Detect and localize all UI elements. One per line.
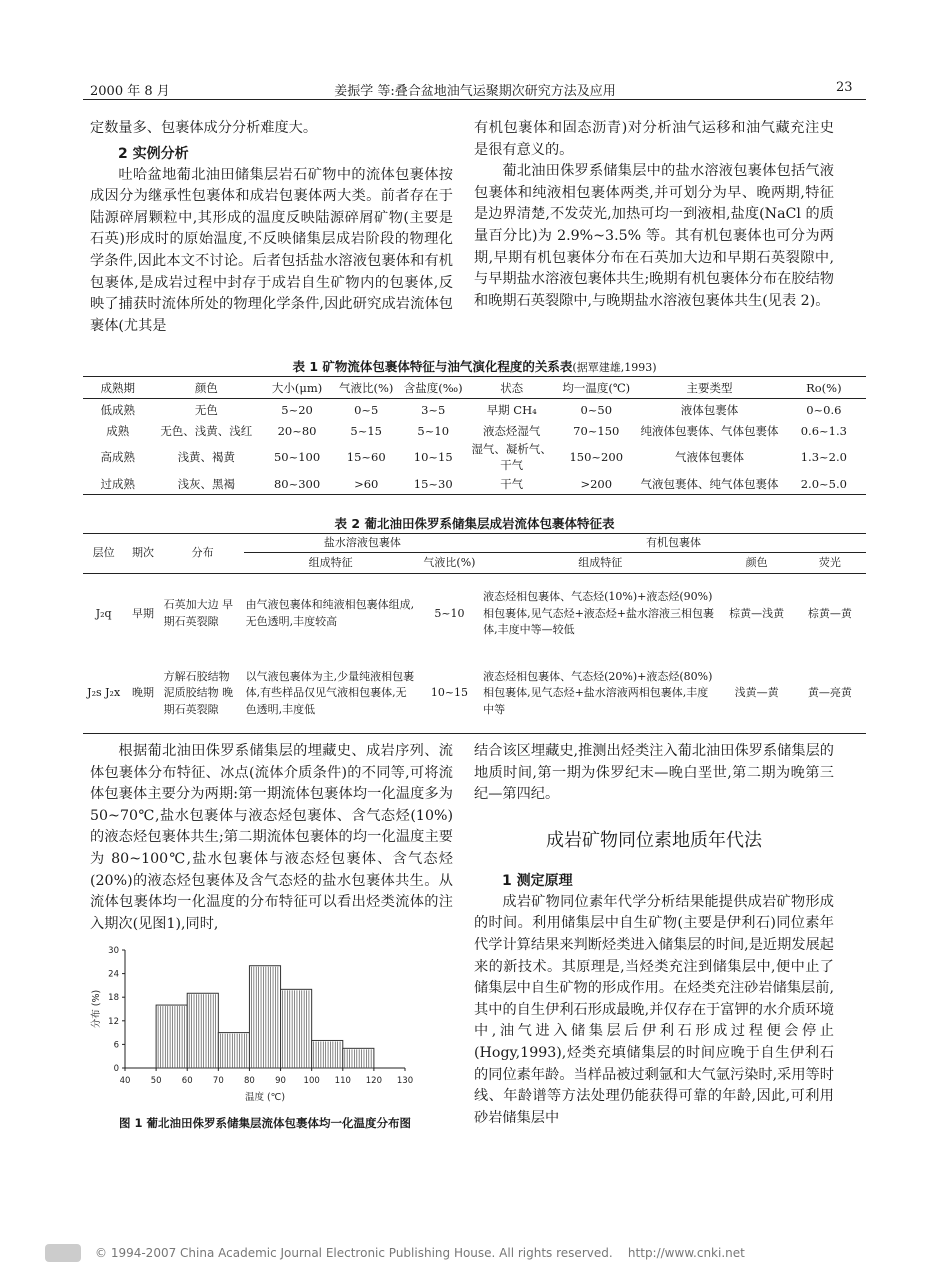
table2-header-cell: 分布 xyxy=(191,546,214,560)
y-tick-label: 18 xyxy=(108,993,119,1004)
x-tick-label: 100 xyxy=(303,1076,320,1086)
table1-cell: 0.6~1.3 xyxy=(800,423,847,438)
table1-header-cell: Ro(%) xyxy=(806,380,842,395)
table1-cell: 纯液体包裹体、气体包裹体 xyxy=(640,423,779,438)
paragraph: 吐哈盆地葡北油田储集层岩石矿物中的流体包裹体按成因分为继承性包裹体和成岩包裹体两大类。前者存在于陆源碎屑颗粒中,其形成的温度反映陆源碎屑矿物(主要是石英)形成时的原始温度,不反映储集层成岩阶段的物理化学条件,因此本文不讨论。后者包括盐水溶液包裹体和有机包裹体,是成岩过程中封存于成岩自生矿物内的包裹体,反映了捕获时流体所处的物理化学条件,因此研究成岩流体包裹体(尤其是 xyxy=(90,166,453,334)
table1-header-cell: 颜色 xyxy=(194,380,218,395)
table1-cell: 1.3~2.0 xyxy=(800,450,847,464)
table-row xyxy=(83,574,866,654)
table2-header-row xyxy=(83,534,866,553)
table2-cell: 方解石胶结物 泥质胶结物 晚期石英裂隙 xyxy=(163,669,234,716)
table2-cell: 10~15 xyxy=(430,686,469,699)
paragraph: 葡北油田侏罗系储集层中的盐水溶液包裹体包括气液包裹体和纯液相包裹体两类,并可划分为早、晚两期,特征是边界清楚,不发荧光,加热可均一到液相,盐度(NaCl 的质量百分比)为 2.9%~3.5% 等。其有机包裹体也可分为两期,早期有机包裹体分布在石英加大边和早期石英裂隙中,与早期盐水溶液包裹体共生;晚期有机包裹体分布在胶结物和晚期石英裂隙中,与晚期盐水溶液包裹体共生(见表 2)。 xyxy=(474,163,834,309)
table2-cell: 液态烃相包裹体、气态烃(20%)+液态烃(80%)相包裹体,见气态烃+盐水溶液两相包裹体,丰度中等 xyxy=(483,669,713,716)
table-row xyxy=(83,441,866,473)
table2-cell: J₂s J₂x xyxy=(87,686,121,699)
table1-cell: 早期 CH₄ xyxy=(486,402,537,417)
x-tick-label: 60 xyxy=(181,1076,193,1086)
table1-cell: 80~300 xyxy=(273,476,321,491)
table1-cell: 5~20 xyxy=(281,402,313,417)
table-row xyxy=(83,473,866,495)
table1-cell: >60 xyxy=(354,476,379,491)
table1 xyxy=(83,376,866,495)
table2-cell: 石英加大边 早期石英裂隙 xyxy=(163,598,234,628)
table1-cell: 0~5 xyxy=(354,402,379,417)
table-row xyxy=(83,399,866,421)
section-heading: 2 实例分析 xyxy=(118,145,189,162)
left-column-bottom xyxy=(90,741,453,935)
y-tick-label: 0 xyxy=(113,1064,119,1074)
table2-cell: 晚期 xyxy=(131,686,154,699)
table1-cell: >200 xyxy=(580,476,613,491)
table1-cell: 15~30 xyxy=(413,476,453,491)
table2-header-cell: 颜色 xyxy=(745,555,768,569)
table2-cell: 以气液包裹体为主,少量纯液相包裹体,有些样品仅见气液相包裹体,无色透明,丰度低 xyxy=(245,669,415,716)
table1-cell: 50~100 xyxy=(273,450,321,464)
table1-cell: 浅黄、褐黄 xyxy=(177,450,236,464)
table1-cell: 0~0.6 xyxy=(806,402,842,417)
table1-cell: 干气 xyxy=(500,476,524,491)
table2-header-cell: 组成特征 xyxy=(578,555,623,569)
table2-cell: 浅黄—黄 xyxy=(734,686,779,699)
y-tick-label: 24 xyxy=(108,969,119,980)
section-title: 成岩矿物同位素地质年代法 xyxy=(546,829,762,851)
table2-cell: 棕黄—黄 xyxy=(807,606,852,620)
x-tick-label: 80 xyxy=(244,1076,255,1086)
table1-cell: 无色、浅黄、浅红 xyxy=(160,423,253,438)
x-tick-label: 40 xyxy=(119,1076,131,1086)
table2-cell: 5~10 xyxy=(434,606,465,620)
table2-header-cell: 荧光 xyxy=(818,555,841,569)
right-column-top xyxy=(474,118,834,312)
table1-header-cell: 均一温度(℃) xyxy=(562,380,631,395)
x-tick-label: 110 xyxy=(334,1076,351,1086)
table1-cell: 过成熟 xyxy=(100,476,136,491)
table2-cell: 由气液包裹体和纯液相包裹体组成,无色透明,丰度较高 xyxy=(245,598,415,628)
x-axis-label: 温度 (℃) xyxy=(244,1092,286,1103)
table1-header-cell: 大小(μm) xyxy=(271,380,323,395)
y-axis-label: 分布 (%) xyxy=(91,989,102,1029)
y-tick-label: 6 xyxy=(113,1040,119,1051)
table2-header-cell: 期次 xyxy=(131,546,154,560)
table2-header-cell: 组成特征 xyxy=(308,555,353,569)
paragraph: 定数量多、包裹体成分分析难度大。 xyxy=(90,120,318,136)
table1-header-cell: 含盐度(‰) xyxy=(403,380,463,395)
paragraph: 成岩矿物同位素年代学分析结果能提供成岩矿物形成的时间。利用储集层中自生矿物(主要是伊利石)同位素年代学计算结果来判断烃类进入储集层的时间,是近期发展起来的新技术。其原理是,当烃类充注到储集层中,便中止了储集层中自生矿物的形成作用。在烃类充注砂岩储集层前,其中的自生伊利石形成最晚,并仅存在于富钾的水介质环境中,油气进入储集层后伊利石形成过程便会停止(Hogy,1993),烃类充填储集层的时间应晚于自生伊利石的同位素年龄。当样品被过剩氩和大气氩污染时,采用等时线、年龄谱等方法处理仍能获得可靠的年龄,因此,可利用砂岩储集层中 xyxy=(474,893,834,1126)
table1-cell: 15~60 xyxy=(346,450,386,464)
section-heading: 1 测定原理 xyxy=(502,872,573,889)
y-tick-label: 30 xyxy=(108,946,119,956)
table1-header-cell: 主要类型 xyxy=(686,380,733,395)
table1-cell: 气液体包裹体 xyxy=(674,450,744,464)
table1-cell: 湿气、凝析气、干气 xyxy=(471,442,552,472)
table1-header-row xyxy=(83,377,866,399)
header-rule xyxy=(83,99,866,100)
cnki-logo-icon xyxy=(45,1244,81,1262)
table2-header-cell: 气液比(%) xyxy=(423,555,476,569)
table1-cell: 150~200 xyxy=(569,450,624,464)
table1-cell: 10~15 xyxy=(413,450,453,464)
table1-cell: 3~5 xyxy=(421,402,446,417)
table2-cell: 液态烃相包裹体、气态烃(10%)+液态烃(90%)相包裹体,见气态烃+液态烃+盐水溶液三相包裹体,丰度中等—较低 xyxy=(483,590,715,636)
header-page-number: 23 xyxy=(836,80,853,95)
table1-cell: 高成熟 xyxy=(100,450,136,464)
table1-cell: 无色 xyxy=(194,402,218,417)
table1-cell: 低成熟 xyxy=(100,402,136,417)
x-tick-label: 70 xyxy=(212,1076,224,1086)
x-tick-label: 120 xyxy=(365,1076,383,1086)
table1-cell: 浅灰、黑褐 xyxy=(177,476,236,491)
table1-header-cell: 状态 xyxy=(500,380,524,395)
paragraph: 结合该区埋藏史,推测出烃类注入葡北油田侏罗系储集层的地质时间,第一期为侏罗纪末—晚白垩世,第二期为晚第三纪—第四纪。 xyxy=(474,743,834,803)
table1-cell: 5~10 xyxy=(417,423,450,438)
left-column-top xyxy=(90,118,453,337)
table1-cell: 70~150 xyxy=(573,423,620,438)
table1-header-cell: 成熟期 xyxy=(100,380,136,395)
table2-header-cell: 有机包裹体 xyxy=(481,534,866,553)
table1-cell: 0~50 xyxy=(580,402,613,417)
y-tick-label: 12 xyxy=(108,1016,119,1027)
table2-cell: 早期 xyxy=(131,606,154,620)
histogram-chart xyxy=(85,940,445,1105)
right-column-bottom xyxy=(474,741,834,1129)
paragraph: 有机包裹体和固态沥青)对分析油气运移和油气藏充注史是很有意义的。 xyxy=(474,120,834,158)
x-tick-label: 130 xyxy=(396,1076,414,1086)
table1-cell: 20~80 xyxy=(277,423,317,438)
table1-cell: 液态烃湿气 xyxy=(482,423,541,438)
table-row xyxy=(83,420,866,441)
table1-cell: 成熟 xyxy=(106,423,130,438)
table1-caption: 表 1 矿物流体包裹体特征与油气演化程度的关系表(据覃建雄,1993) xyxy=(292,359,657,374)
table1-cell: 气液包裹体、纯气体包裹体 xyxy=(640,476,779,491)
x-tick-label: 90 xyxy=(275,1076,286,1086)
header-date: 2000 年 8 月 xyxy=(90,84,170,99)
paragraph: 根据葡北油田侏罗系储集层的埋藏史、成岩序列、流体包裹体分布特征、冰点(流体介质条件)的不同等,可将流体包裹体主要分为两期:第一期流体包裹体均一化温度多为 50~70℃,盐水包裹体与液态烃包裹体、含气态烃(10%)的液态烃包裹体共生;第二期流体包裹体的均一化温度主要为 80~100℃,盐水包裹体与液态烃包裹体、含气态烃(20%)的液态烃包裹体及含气态烃的盐水包裹体共生。从流体包裹体均一化温度的分布特征可以看出烃类流体的注入期次(见图1),同时, xyxy=(90,743,453,932)
table2-cell: 棕黄—浅黄 xyxy=(729,606,785,620)
table2-cell: 黄—亮黄 xyxy=(807,686,852,699)
table1-cell: 5~15 xyxy=(350,423,382,438)
figure1-caption: 图 1 葡北油田侏罗系储集层流体包裹体均一化温度分布图 xyxy=(118,1116,411,1130)
header-title: 姜振学 等:叠合盆地油气运聚期次研究方法及应用 xyxy=(334,84,616,99)
table2-header-cell: 层位 xyxy=(92,546,115,560)
table2-cell: J₂q xyxy=(95,606,112,620)
table2 xyxy=(83,533,866,734)
table2-caption: 表 2 葡北油田侏罗系储集层成岩流体包裹体特征表 xyxy=(334,516,615,531)
x-tick-label: 50 xyxy=(150,1076,162,1086)
table-row xyxy=(83,654,866,734)
table2-header-cell: 盐水溶液包裹体 xyxy=(244,534,482,553)
table1-cell: 2.0~5.0 xyxy=(800,476,847,491)
copyright-footer: © 1994-2007 China Academic Journal Electronic Publishing House. All rights reserved. http://www.cnki.net xyxy=(95,1246,745,1260)
table1-header-cell: 气液比(%) xyxy=(339,380,394,395)
table1-cell: 液体包裹体 xyxy=(680,402,739,417)
